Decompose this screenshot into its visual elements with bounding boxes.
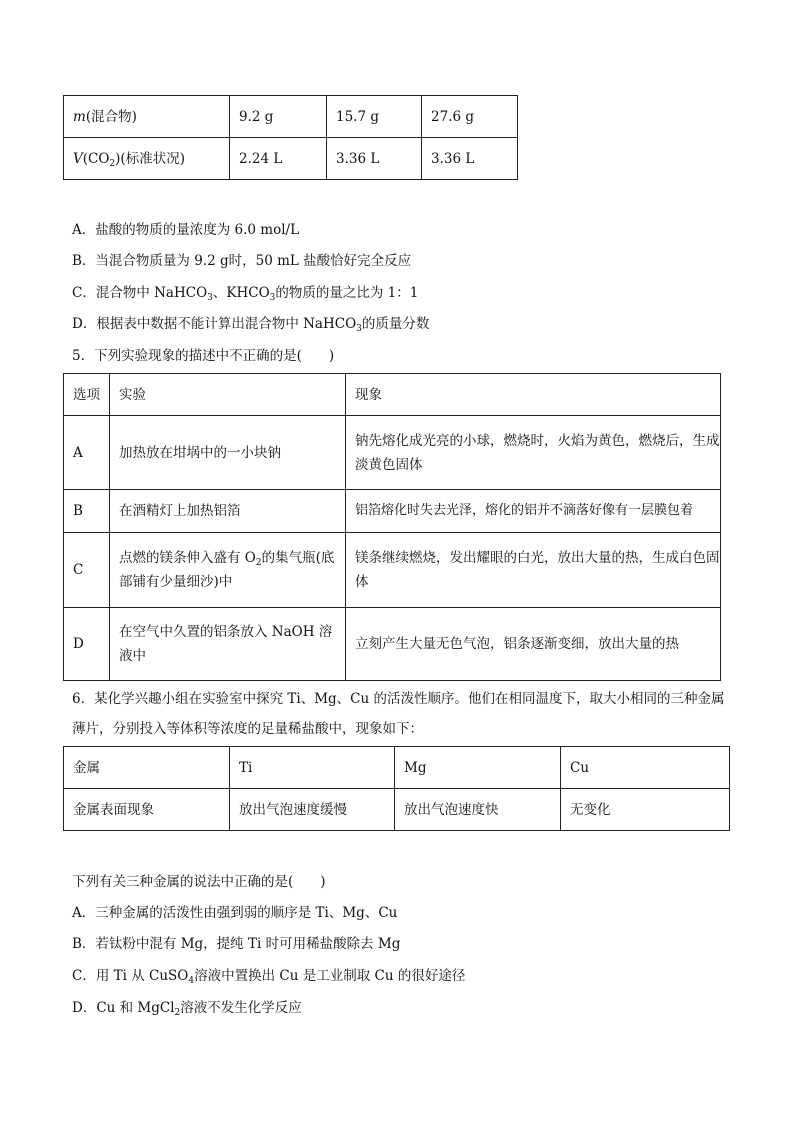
table-row bbox=[64, 608, 721, 681]
table-header-cell: Mg bbox=[395, 747, 561, 789]
table-cell: 无变化 bbox=[561, 789, 730, 831]
q6-option-c: C．用 Ti 从 CuSO$_4$溶液中置换出 Cu 是工业制取 Cu 的很好途径 bbox=[72, 968, 466, 986]
mixture-data-table bbox=[63, 95, 518, 180]
table-row bbox=[64, 138, 518, 180]
table-header-cell: 实验 bbox=[110, 374, 346, 416]
table-cell: B bbox=[64, 490, 110, 533]
table-row bbox=[64, 533, 721, 608]
table-header-row bbox=[64, 374, 721, 416]
table-row bbox=[64, 490, 721, 533]
table-cell: 放出气泡速度缓慢 bbox=[230, 789, 395, 831]
q5-stem: 5．下列实验现象的描述中不正确的是( ) bbox=[72, 348, 335, 364]
q4-option-b: B．当混合物质量为 9.2 g时，50 mL 盐酸恰好完全反应 bbox=[72, 253, 412, 269]
table-cell: 3.36 L bbox=[422, 138, 518, 180]
table-row bbox=[64, 789, 730, 831]
table-cell: 镁条继续燃烧，发出耀眼的白光，放出大量的热，生成白色固体 bbox=[346, 533, 721, 608]
q6-table bbox=[63, 746, 730, 831]
q4-option-a: A．盐酸的物质的量浓度为 6.0 mol/L bbox=[72, 222, 300, 238]
table-header-cell: 金属 bbox=[64, 747, 230, 789]
table-row bbox=[64, 96, 518, 138]
table-cell: 27.6 g bbox=[422, 96, 518, 138]
table-cell: 钠先熔化成光亮的小球，燃烧时，火焰为黄色，燃烧后，生成淡黄色固体 bbox=[346, 416, 721, 490]
table-cell: 金属表面现象 bbox=[64, 789, 230, 831]
table-cell: 在空气中久置的铝条放入 NaOH 溶液中 bbox=[110, 608, 346, 681]
table-cell: 加热放在坩埚中的一小块钠 bbox=[110, 416, 346, 490]
table-header-cell: Cu bbox=[561, 747, 730, 789]
table-cell: 15.7 g bbox=[327, 96, 422, 138]
table-cell: m(混合物) bbox=[64, 96, 230, 138]
table-cell: 2.24 L bbox=[230, 138, 327, 180]
table-cell: 放出气泡速度快 bbox=[395, 789, 561, 831]
q6-stem: 6．某化学兴趣小组在实验室中探究 Ti、Mg、Cu 的活泼性顺序。他们在相同温度下，取大小相同的三种金属薄片，分别投入等体积等浓度的足量稀盐酸中，现象如下： bbox=[72, 691, 725, 737]
q4-option-c: C．混合物中 NaHCO$_3$、$KHCO_3$的物质的量之比为 1：1 bbox=[72, 285, 419, 303]
table-cell: C bbox=[64, 533, 110, 608]
table-cell: 在酒精灯上加热铝箔 bbox=[110, 490, 346, 533]
table-cell: A bbox=[64, 416, 110, 490]
table-cell: 点燃的镁条伸入盛有 $O_2$的集气瓶(底部铺有少量细沙)中 bbox=[110, 533, 346, 608]
table-header-cell: Ti bbox=[230, 747, 395, 789]
table-cell: D bbox=[64, 608, 110, 681]
q4-option-d: D．根据表中数据不能计算出混合物中 NaHCO$_3$的质量分数 bbox=[72, 316, 430, 334]
q6-option-b: B．若钛粉中混有 Mg，提纯 Ti 时可用稀盐酸除去 Mg bbox=[72, 936, 401, 952]
q6-question: 下列有关三种金属的说法中正确的是( ) bbox=[72, 874, 326, 890]
q5-table bbox=[63, 373, 721, 681]
q6-option-a: A．三种金属的活泼性由强到弱的顺序是 Ti、Mg、Cu bbox=[72, 905, 398, 921]
table-header-row bbox=[64, 747, 730, 789]
q6-option-d: D．Cu 和 MgCl$_2$溶液不发生化学反应 bbox=[72, 1000, 302, 1018]
table-row bbox=[64, 416, 721, 490]
table-cell: 9.2 g bbox=[230, 96, 327, 138]
table-cell: 铝箔熔化时失去光泽，熔化的铝并不滴落好像有一层膜包着 bbox=[346, 490, 721, 533]
table-cell: 立刻产生大量无色气泡，铝条逐渐变细，放出大量的热 bbox=[346, 608, 721, 681]
table-header-cell: 现象 bbox=[346, 374, 721, 416]
table-cell: $V(CO_2)$(标准状况) bbox=[64, 138, 230, 180]
table-header-cell: 选项 bbox=[64, 374, 110, 416]
table-cell: 3.36 L bbox=[327, 138, 422, 180]
